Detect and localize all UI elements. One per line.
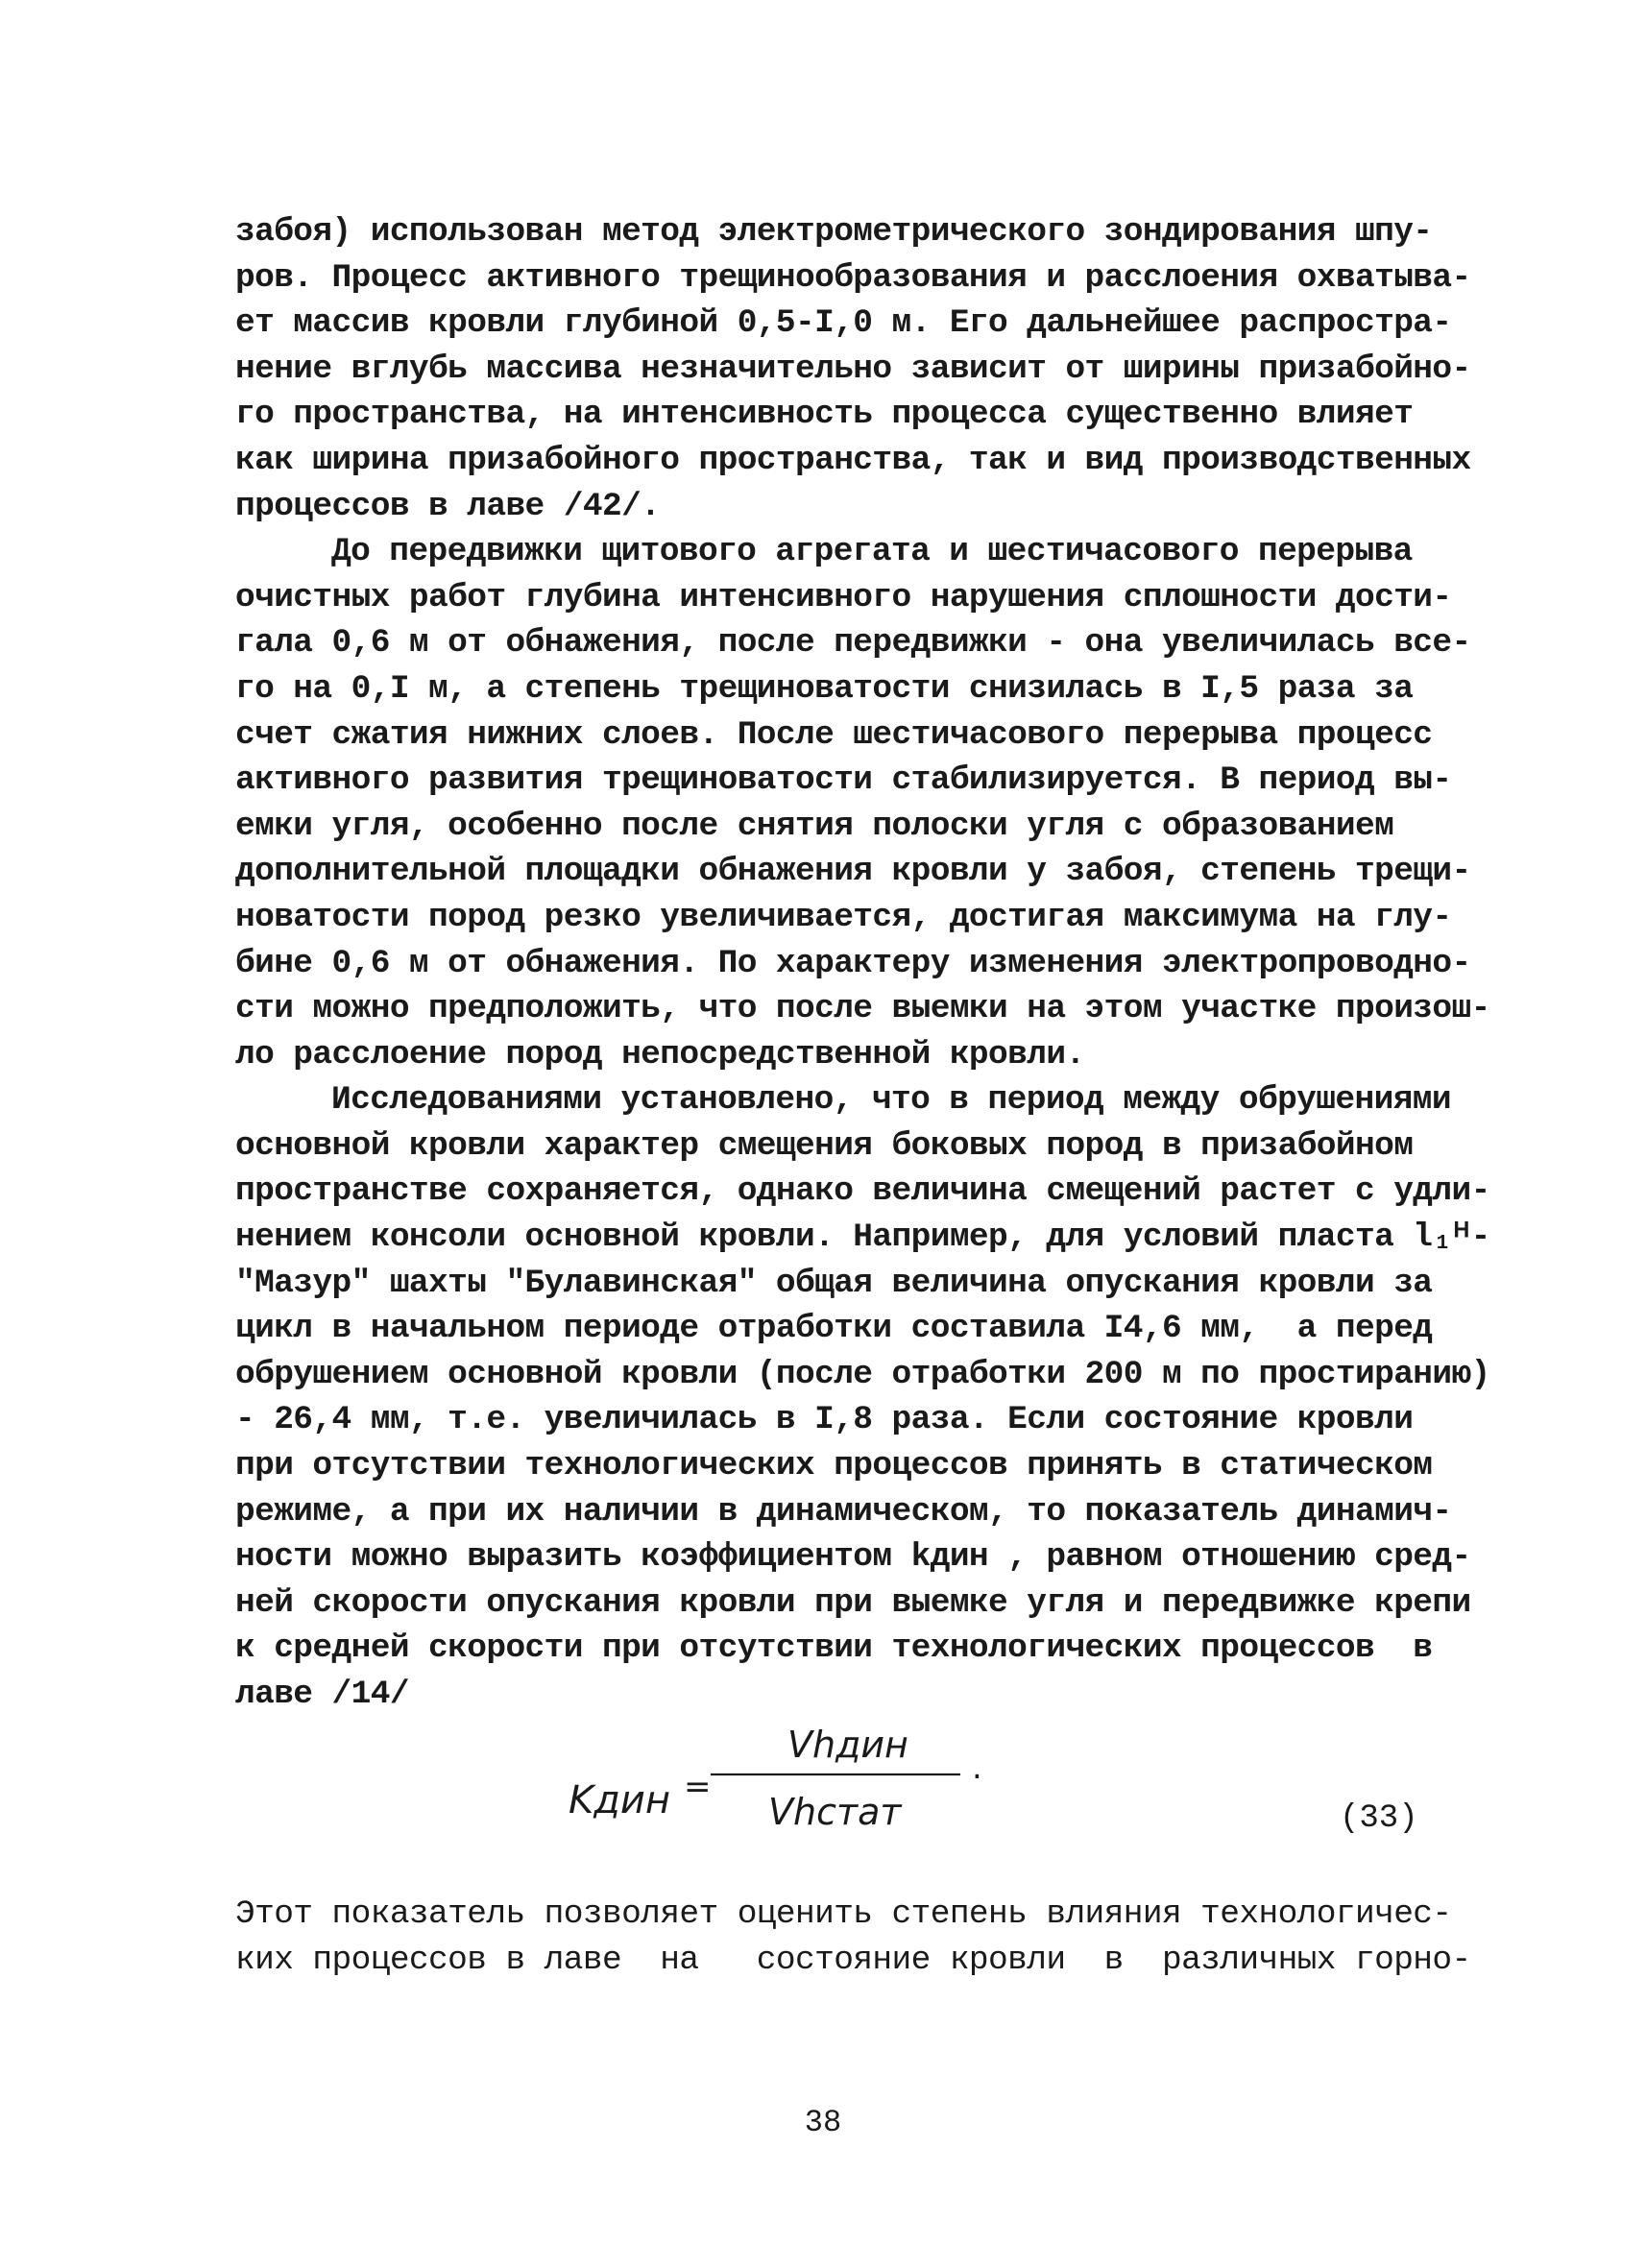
- text-line: дополнительной площадки обнажения кровли у забоя, степень трещи-: [235, 853, 1471, 891]
- text-line: при отсутствии технологических процессов принять в статическом: [235, 1447, 1433, 1485]
- text-line: к средней скорости при отсутствии технологических процессов в: [235, 1629, 1433, 1668]
- text-line: как ширина призабойного пространства, так и вид производственных: [235, 441, 1471, 479]
- text-line: емки угля, особенно после снятия полоски угля с образованием: [235, 807, 1394, 845]
- formula-lhs: Kдин: [569, 1778, 671, 1822]
- text-line: основной кровли характер смещения боковых пород в призабойном: [235, 1126, 1414, 1165]
- text-line: сти можно предположить, что после выемки на этом участке произош-: [235, 990, 1490, 1028]
- text-line: ров. Процесс активного трещинообразования и расслоения охватыва-: [235, 258, 1471, 297]
- formula-equals: =: [684, 1768, 712, 1806]
- text-line: очистных работ глубина интенсивного нарушения сплошности дости-: [235, 578, 1452, 616]
- text-line: лаве /14/: [235, 1676, 409, 1713]
- text-line: го пространства, на интенсивность процесса существенно влияет: [235, 396, 1414, 434]
- closing-text: [235, 1892, 1471, 1983]
- text-line: забоя) использован метод электрометрического зондирования шпу-: [235, 213, 1433, 251]
- formula-numerator: Vhдин: [787, 1724, 908, 1766]
- text-line: обрушением основной кровли (после отработки 200 м по простиранию): [235, 1355, 1490, 1393]
- text-line: ности можно выразить коэффициентом kдин , равном отношению сред-: [235, 1538, 1471, 1577]
- text-line: ло расслоение пород непосредственной кровли.: [235, 1035, 1085, 1074]
- text-line: гала 0,6 м от обнажения, после передвижки - она увеличилась все-: [235, 624, 1471, 663]
- formula-period: .: [972, 1749, 982, 1787]
- text-line: цикл в начальном периоде отработки составила I4,6 мм, а перед: [235, 1310, 1433, 1348]
- paragraph-2: [235, 529, 1490, 1077]
- text-line: Этот показатель позволяет оценить степень влияния технологичес-: [235, 1895, 1452, 1933]
- text-line: го на 0,I м, а степень трещиноватости снизилась в I,5 раза за: [235, 669, 1414, 708]
- page-number: 38: [804, 2105, 842, 2140]
- text-line: ней скорости опускания кровли при выемке угля и передвижке крепи: [235, 1583, 1471, 1622]
- text-line: "Мазур" шахты "Булавинская" общая величина опускания кровли за: [235, 1264, 1433, 1302]
- text-line: нение вглубь массива незначительно зависит от ширины призабойно-: [235, 350, 1471, 388]
- text-line: режиме, а при их наличии в динамическом, то показатель динамич-: [235, 1492, 1452, 1531]
- body-text: [235, 209, 1490, 1718]
- text-line: пространстве сохраняется, однако величина смещений растет с удли-: [235, 1172, 1490, 1211]
- equation-number: (33): [1340, 1800, 1418, 1837]
- text-line: новатости пород резко увеличивается, достигая максимума на глу-: [235, 898, 1452, 936]
- text-line: бине 0,6 м от обнажения. По характеру изменения электропроводно-: [235, 944, 1471, 982]
- text-line: - 26,4 мм, т.е. увеличилась в I,8 раза. Если состояние кровли: [235, 1401, 1414, 1439]
- text-line: ет массив кровли глубиной 0,5-I,0 м. Его дальнейшее распростра-: [235, 304, 1452, 343]
- text-line: процессов в лаве /42/.: [235, 487, 661, 525]
- text-line: ких процессов в лаве на состояние кровли в различных горно-: [235, 1941, 1471, 1979]
- text-line: До передвижки щитового агрегата и шестичасового перерыва: [331, 533, 1413, 571]
- paragraph-1: [235, 209, 1471, 529]
- text-line: счет сжатия нижних слоев. После шестичасового перерыва процесс: [235, 715, 1433, 754]
- formula-denominator: Vhстат: [768, 1791, 902, 1833]
- text-line: Исследованиями установлено, что в период между обрушениями: [331, 1081, 1451, 1120]
- paragraph-3: [235, 1077, 1490, 1717]
- text-line: нением консоли основной кровли. Например, для условий пласта l₁ᴴ-: [235, 1218, 1490, 1257]
- text-line: активного развития трещиноватости стабилизируется. В период вы-: [235, 761, 1452, 800]
